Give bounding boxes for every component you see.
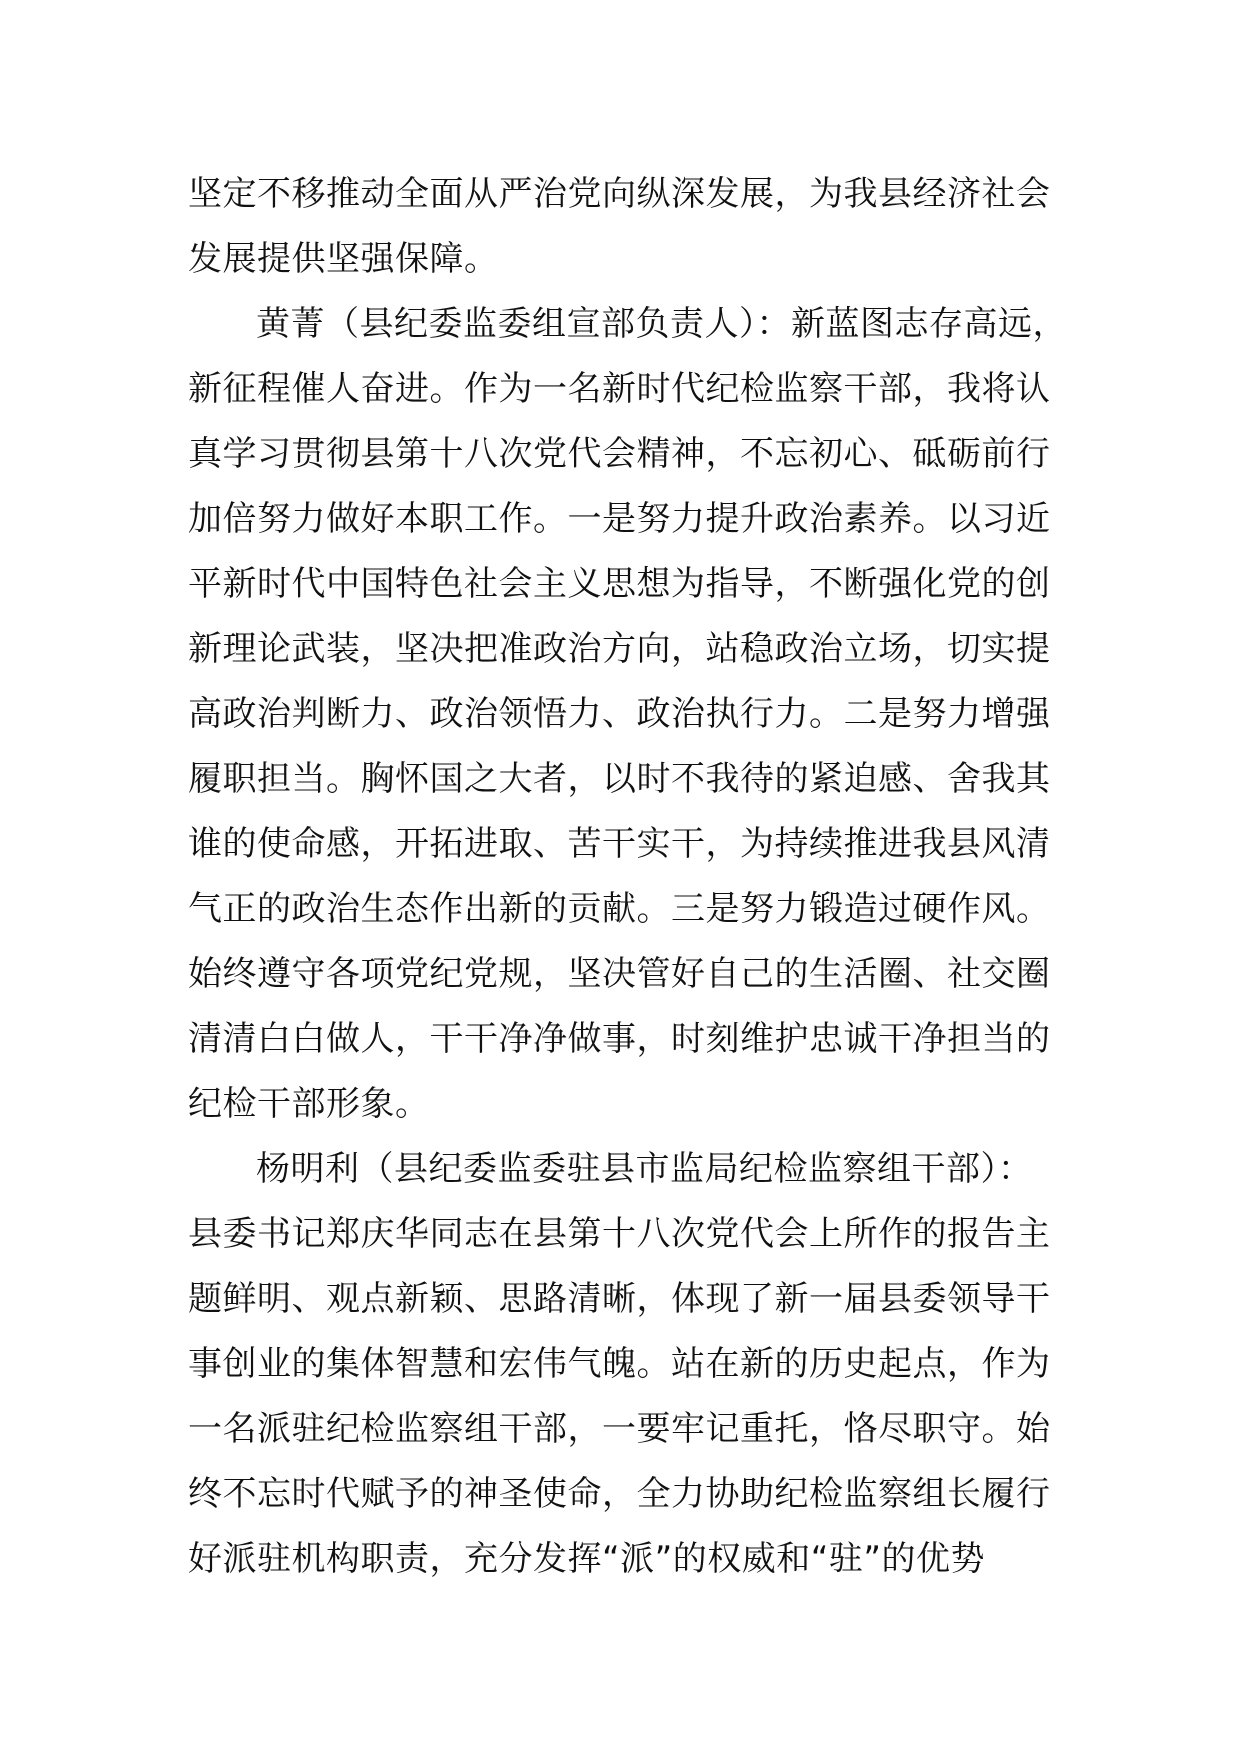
text-line: 发展提供坚强保障。 — [188, 239, 499, 279]
text-line: 一名派驻纪检监察组干部，一要牢记重托，恪尽职守。始 — [188, 1409, 1051, 1449]
paragraph-start-yang-mingli: 杨明利（县纪委监委驻县市监局纪检监察组干部）： — [256, 1149, 1033, 1189]
text-line: 真学习贯彻县第十八次党代会精神，不忘初心、砥砺前行 — [188, 434, 1051, 474]
paragraph-start-huang-jing: 黄菁（县纪委监委组宣部负责人）：新蓝图志存高远， — [256, 304, 1067, 344]
text-line: 履职担当。胸怀国之大者，以时不我待的紧迫感、舍我其 — [188, 759, 1051, 799]
text-line: 好派驻机构职责，充分发挥“派”的权威和“驻”的优势 — [188, 1539, 985, 1579]
text-line: 始终遵守各项党纪党规，坚决管好自己的生活圈、社交圈 — [188, 954, 1051, 994]
document-body — [188, 162, 1088, 1592]
text-line: 纪检干部形象。 — [188, 1084, 430, 1124]
text-line: 加倍努力做好本职工作。一是努力提升政治素养。以习近 — [188, 499, 1051, 539]
text-line: 谁的使命感，开拓进取、苦干实干，为持续推进我县风清 — [188, 824, 1051, 864]
text-line: 新征程催人奋进。作为一名新时代纪检监察干部，我将认 — [188, 369, 1051, 409]
text-line: 气正的政治生态作出新的贡献。三是努力锻造过硬作风。 — [188, 889, 1051, 929]
text-line: 清清白白做人，干干净净做事，时刻维护忠诚干净担当的 — [188, 1019, 1051, 1059]
text-line: 新理论武装，坚决把准政治方向，站稳政治立场，切实提 — [188, 629, 1051, 669]
text-line: 平新时代中国特色社会主义思想为指导，不断强化党的创 — [188, 564, 1051, 604]
text-line: 高政治判断力、政治领悟力、政治执行力。二是努力增强 — [188, 694, 1051, 734]
text-line: 县委书记郑庆华同志在县第十八次党代会上所作的报告主 — [188, 1214, 1051, 1254]
text-line: 题鲜明、观点新颖、思路清晰，体现了新一届县委领导干 — [188, 1279, 1051, 1319]
text-line: 终不忘时代赋予的神圣使命，全力协助纪检监察组长履行 — [188, 1474, 1051, 1514]
text-line: 坚定不移推动全面从严治党向纵深发展，为我县经济社会 — [188, 174, 1051, 214]
text-line: 事创业的集体智慧和宏伟气魄。站在新的历史起点，作为 — [188, 1344, 1051, 1384]
